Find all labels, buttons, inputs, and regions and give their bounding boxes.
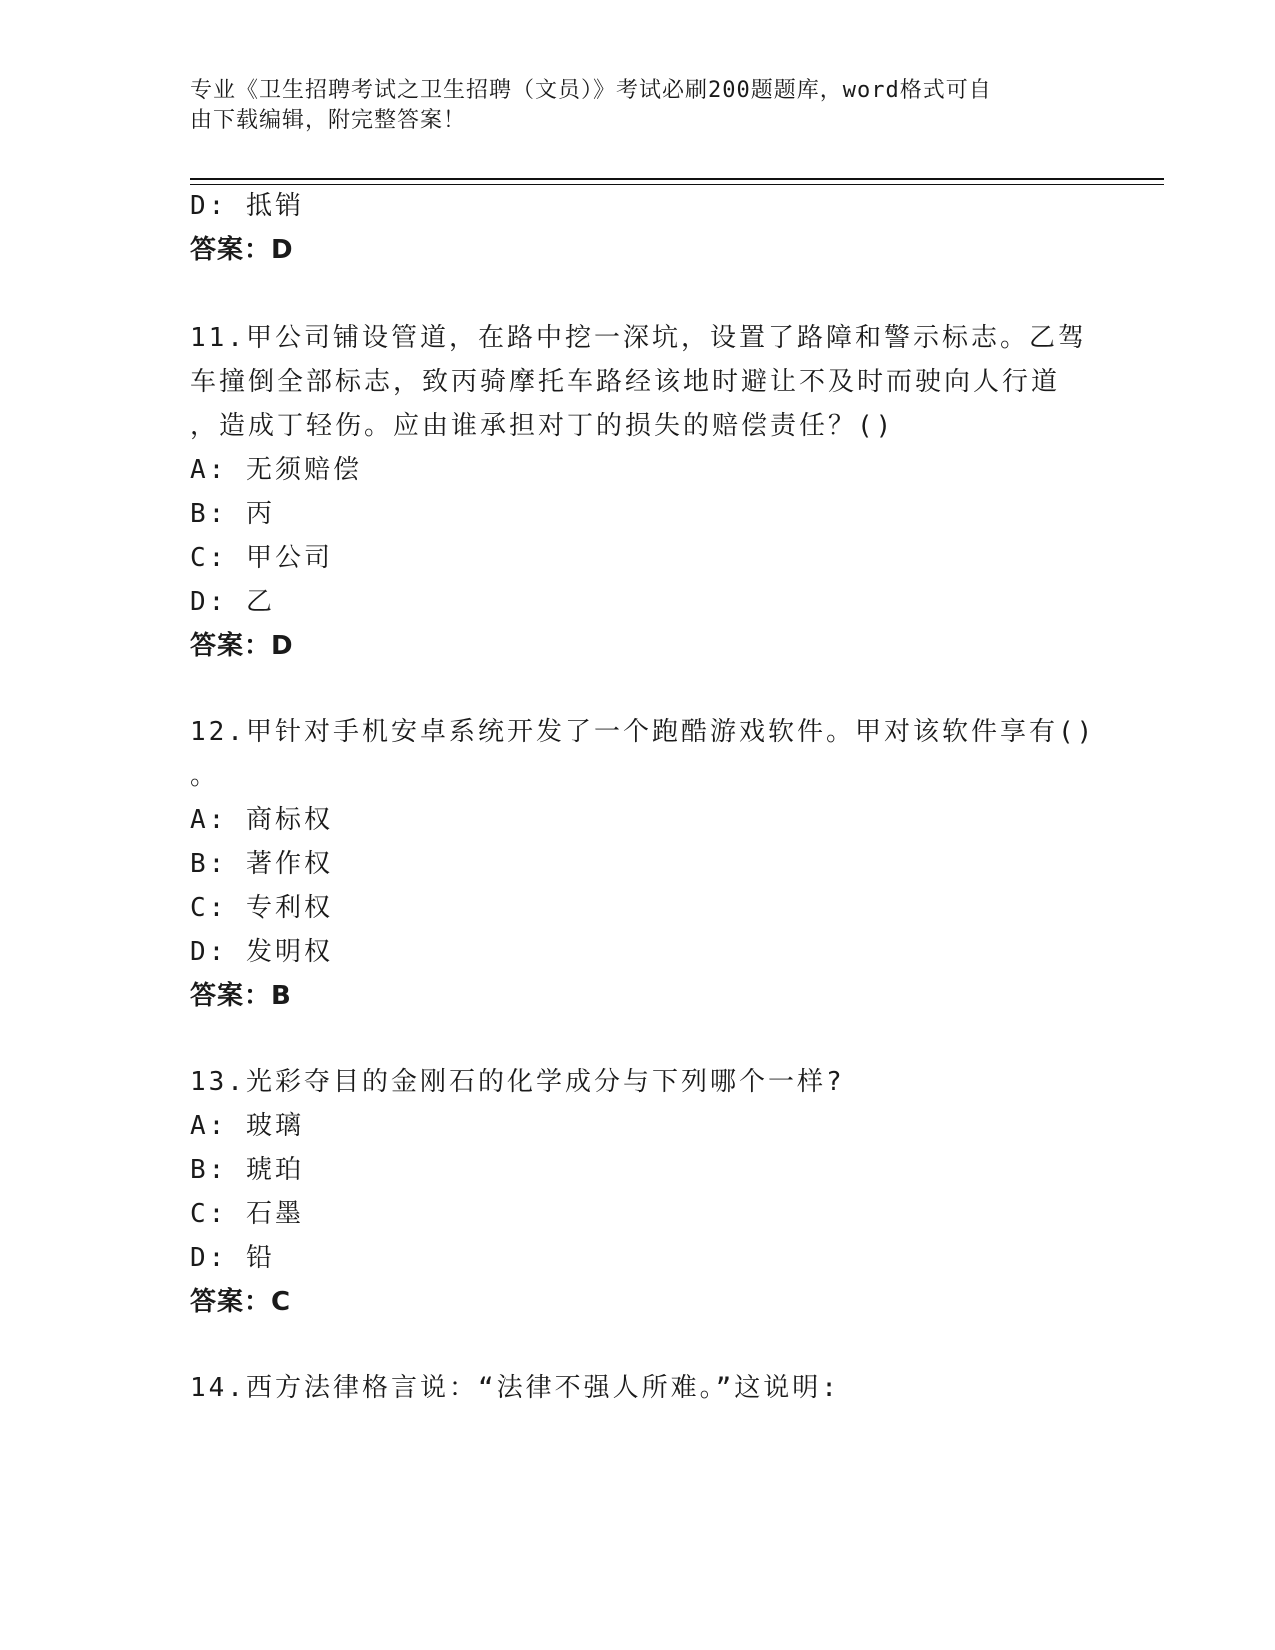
q12-answer: 答案：B <box>190 981 292 1011</box>
q12-option-c: C: 专利权 <box>190 893 333 923</box>
q11-option-a: A: 无须赔偿 <box>190 455 362 485</box>
q11-stem-line-1: 11.甲公司铺设管道，在路中挖一深坑，设置了路障和警示标志。乙驾 <box>190 323 1087 353</box>
header-divider-thin <box>190 184 1164 185</box>
q14-stem-line-1: 14.西方法律格言说：“法律不强人所难。”这说明: <box>190 1373 840 1403</box>
prev-answer: 答案：D <box>190 235 294 265</box>
q11-option-d: D: 乙 <box>190 587 275 617</box>
q13-option-d: D: 铅 <box>190 1243 275 1273</box>
q11-stem-line-2: 车撞倒全部标志，致丙骑摩托车路经该地时避让不及时而驶向人行道 <box>190 367 1061 397</box>
q13-option-a: A: 玻璃 <box>190 1111 304 1141</box>
q12-option-a: A: 商标权 <box>190 805 333 835</box>
prev-option-d: D: 抵销 <box>190 191 304 221</box>
header-line-2: 由下载编辑，附完整答案！ <box>190 108 467 133</box>
q11-option-b: B: 丙 <box>190 499 275 529</box>
header-divider-thick <box>190 178 1164 180</box>
q11-stem-line-3: ，造成丁轻伤。应由谁承担对丁的损失的赔偿责任？() <box>190 411 895 441</box>
q12-stem-line-1: 12.甲针对手机安卓系统开发了一个跑酷游戏软件。甲对该软件享有() <box>190 717 1096 747</box>
q12-option-b: B: 著作权 <box>190 849 333 879</box>
header-line-1: 专业《卫生招聘考试之卫生招聘（文员）》考试必刷200题题库，word格式可自 <box>190 78 992 103</box>
q12-stem-line-2: 。 <box>190 761 220 791</box>
q12-option-d: D: 发明权 <box>190 937 333 967</box>
document-header <box>190 76 1090 136</box>
q11-option-c: C: 甲公司 <box>190 543 333 573</box>
q11-answer: 答案：D <box>190 631 294 661</box>
q13-option-c: C: 石墨 <box>190 1199 304 1229</box>
q13-option-b: B: 琥珀 <box>190 1155 304 1185</box>
q13-stem-line-1: 13.光彩夺目的金刚石的化学成分与下列哪个一样? <box>190 1067 845 1097</box>
q13-answer: 答案：C <box>190 1287 292 1317</box>
